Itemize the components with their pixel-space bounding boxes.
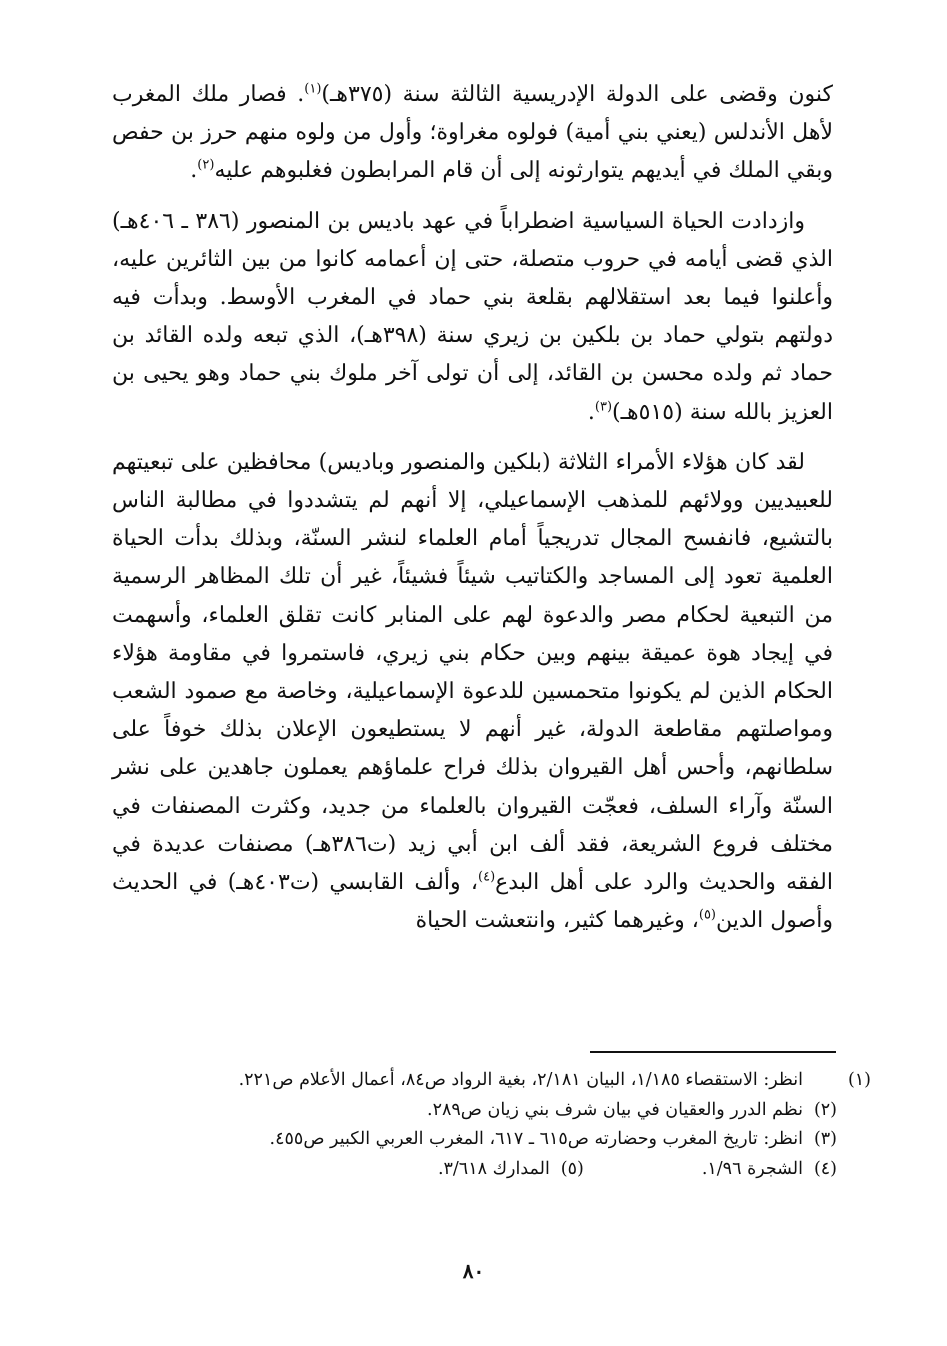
- paragraph-2-text-b: .: [587, 399, 595, 425]
- footnote-ref-4[interactable]: (٤): [478, 869, 496, 885]
- footnote-ref-3[interactable]: (٣): [594, 399, 613, 415]
- paragraph-3-text-c: ، وغيرهما كثير، وانتعشت الحياة: [415, 908, 699, 934]
- footnote-4: [702, 1155, 837, 1185]
- footnote-ref-2[interactable]: (٢): [197, 158, 215, 174]
- footnote-ref-1[interactable]: (١): [304, 81, 322, 97]
- footnote-text: نظم الدرر والعقيان في بيان شرف بني زيان ص٢٨٩.: [427, 1099, 803, 1120]
- footnote-row-4-5: [104, 1155, 837, 1185]
- footnote-text: انظر: تاريخ المغرب وحضارته ص٦١٥ ـ ٦١٧، المغرب العربي الكبير ص٤٥٥.: [269, 1129, 803, 1150]
- paragraph-2-text-a: وازدادت الحياة السياسية اضطراباً في عهد باديس بن المنصور (٣٨٦ ـ ٤٠٦هـ) الذي قضى أيامه في حروب متصلة، حتى إن أعمامه كانوا من بين الثائرين عليه، وأعلنوا فيما بعد استقلالهم بقلعة بني حماد في المغرب الأوسط. وبدأت فيه دولتهم بتولي حماد بن بلكين بن زيري سنة (٣٩٨هـ)، الذي تبعه ولده القائد بن حماد ثم ولده محسن بن القائد، إلى أن تولى آخر ملوك بني حماد وهو يحيى بن العزيز بالله سنة (٥١٥هـ): [112, 208, 833, 425]
- footnote-ref-5[interactable]: (٥): [698, 907, 716, 923]
- footnote-number: (٢): [813, 1099, 837, 1120]
- paragraph-1-text-b: . فصار ملك المغرب لأهل الأندلس (يعني بني أمية) فولوه مغراوة؛ وأول من ولوه منهم حرز بن حفص وبقي الملك في أيديهم يتوارثونه إلى أن قام المرابطون فغلبوهم عليه: [112, 82, 833, 184]
- paragraph-1-text-c: .: [190, 158, 198, 184]
- footnote-1: [104, 1066, 871, 1096]
- footnote-number: (٥): [560, 1158, 584, 1179]
- page-number: ٨٠: [462, 1259, 485, 1283]
- footnote-text: المدارك ٣/٦١٨.: [437, 1158, 550, 1179]
- paragraph-3-text-b: ، وألف القابسي (ت٤٠٣هـ) في الحديث وأصول الدين: [112, 870, 833, 934]
- footnote-number: (١): [847, 1070, 871, 1090]
- paragraph-1: [112, 76, 833, 191]
- paragraph-3-text-a: لقد كان هؤلاء الأمراء الثلاثة (بلكين والمنصور وباديس) محافظين على تبعيتهم للعبيديين وولائهم للمذهب الإسماعيلي، إلا أنهم لم يتشددوا في مطالبة الناس بالتشيع، فانفسح المجال تدريجياً أمام العلماء لنشر السنّة، وبذلك بدأت الحياة العلمية تعود إلى المساجد والكتاتيب شيئاً فشيئاً، غير أن تلك المظاهر الرسمية من التبعية لحكام مصر والدعوة لهم على المنابر كانت تقلق العلماء، وأسهمت في إيجاد هوة عميقة بينهم وبين حكام بني زيري، فاستمروا في مقاومة هؤلاء الحكام الذين لم يكونوا متحمسين للدعوة الإسماعيلية، وخاصة مع صمود الشعب ومواصلتهم مقاطعة الدولة، غير أنهم لا يستطيعون الإعلان بذلك خوفاً على سلطانهم، وأحس أهل القيروان بذلك فراح علماؤهم يعملون جاهدين على نشر السنّة وآراء السلف، فعجّت القيروان بالعلماء من جديد، وكثرت المصنفات في مختلف فروع الشريعة، فقد ألف ابن أبي زيد (ت٣٨٦هـ) مصنفات عديدة في الفقه والحديث والرد على أهل البدع: [112, 449, 833, 896]
- footnote-number: (٤): [813, 1158, 837, 1179]
- footnote-3: [104, 1125, 837, 1155]
- footnote-separator: [590, 1051, 836, 1053]
- footnote-text: الشجرة ١/٩٦.: [701, 1158, 803, 1179]
- paragraph-3: [112, 444, 833, 941]
- footnote-2: [104, 1096, 837, 1126]
- footnote-number: (٣): [813, 1129, 837, 1150]
- main-text: [112, 76, 833, 952]
- footnote-5: [438, 1155, 584, 1185]
- paragraph-2: [112, 203, 833, 432]
- paragraph-1-text-a: كنون وقضى على الدولة الإدريسية الثالثة سنة (٣٧٥هـ): [321, 82, 833, 107]
- footnotes: [104, 1066, 871, 1184]
- footnote-text: انظر: الاستقصاء ١/١٨٥، البيان ٢/١٨١، بغية الرواد ص٨٤، أعمال الأعلام ص٢٢١.: [238, 1070, 803, 1090]
